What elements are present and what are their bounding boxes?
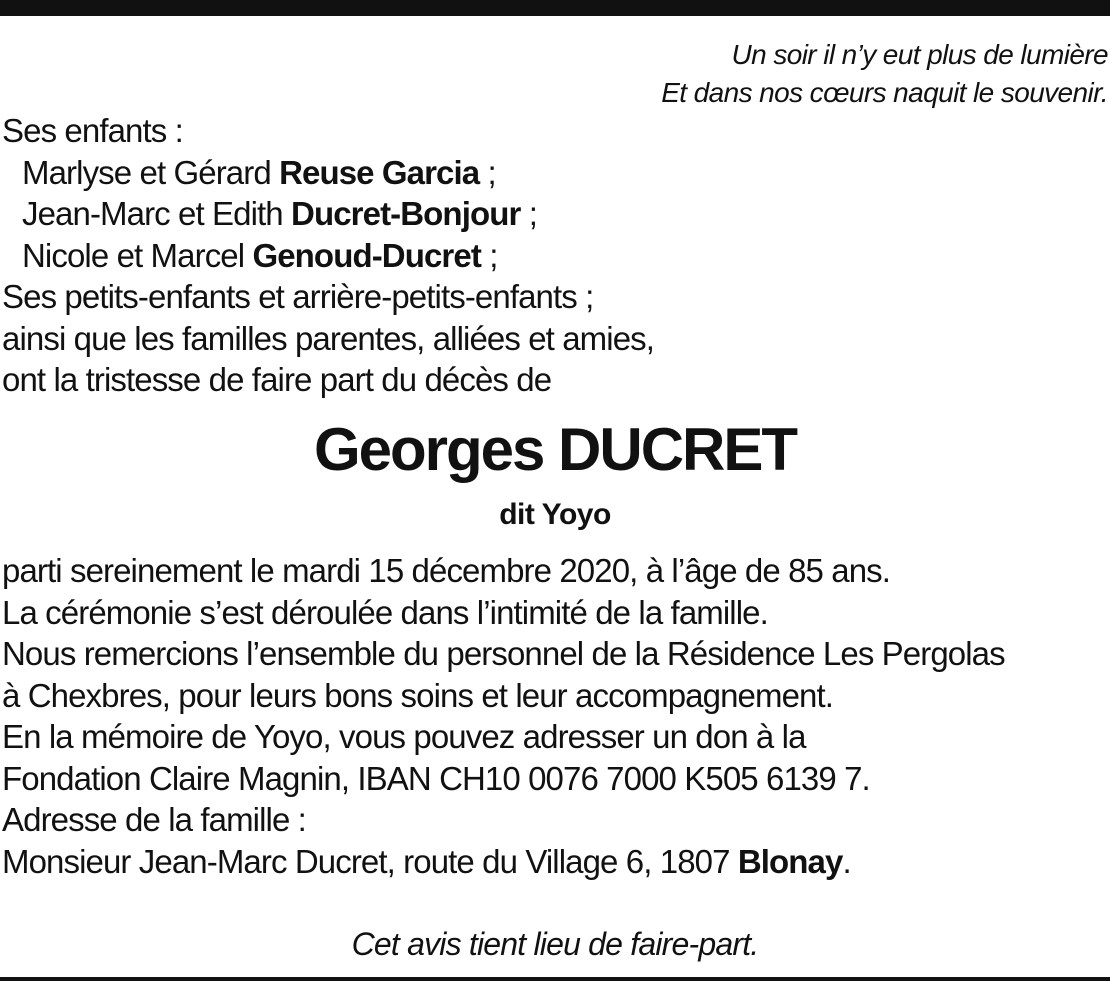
family-address [2, 841, 1005, 883]
relatives-line: ainsi que les familles parentes, alliées et amies, [2, 319, 655, 357]
child-surname: Genoud-Ducret [252, 236, 481, 274]
body-line: La cérémonie s’est déroulée dans l’intimité de la famille. [2, 593, 768, 631]
announcement-line: ont la tristesse de faire part du décès de [2, 361, 552, 398]
deceased-nickname: dit Yoyo [499, 498, 611, 531]
child-separator: ; [479, 153, 496, 191]
body-line: Nous remercions l’ensemble du personnel de la Résidence Les Pergolas [2, 635, 1005, 672]
family-list [2, 110, 654, 401]
bottom-border-rule [0, 977, 1110, 981]
deceased-name: Georges DUCRET [313, 416, 797, 483]
epigraph-line-2: Et dans nos cœurs naquit le souvenir. [661, 77, 1108, 108]
child-line [2, 152, 654, 194]
body-line: Fondation Claire Magnin, IBAN CH10 0076 7000 K505 6139 7. [2, 759, 870, 797]
child-surname: Ducret-Bonjour [291, 195, 521, 232]
epigraph [661, 36, 1108, 112]
epigraph-line-1: Un soir il n’y eut plus de lumière [731, 39, 1108, 70]
body-line: à Chexbres, pour leurs bons soins et leur accompagnement. [2, 676, 834, 714]
child-separator: ; [520, 195, 537, 232]
top-border-rule [0, 0, 1110, 16]
child-line [2, 235, 654, 277]
child-separator: ; [480, 236, 498, 274]
child-given-names: Marlyse et Gérard [22, 153, 280, 191]
child-given-names: Jean-Marc et Edith [22, 195, 292, 232]
child-surname: Reuse Garcia [279, 153, 480, 191]
child-given-names: Nicole et Marcel [22, 236, 253, 274]
body-line: parti sereinement le mardi 15 décembre 2020, à l’âge de 85 ans. [2, 552, 891, 589]
child-line [2, 193, 654, 235]
address-end: . [842, 842, 851, 880]
notice-body [2, 550, 1005, 882]
children-intro: Ses enfants : [2, 112, 183, 149]
address-city: Blonay [737, 842, 843, 880]
closing-note: Cet avis tient lieu de faire-part. [351, 926, 759, 962]
body-line: En la mémoire de Yoyo, vous pouvez adresser un don à la [2, 718, 806, 755]
body-line: Adresse de la famille : [2, 801, 306, 838]
grandchildren-line: Ses petits-enfants et arrière-petits-enfants ; [2, 278, 594, 315]
address-text: Monsieur Jean-Marc Ducret, route du Village 6, 1807 [2, 842, 738, 880]
